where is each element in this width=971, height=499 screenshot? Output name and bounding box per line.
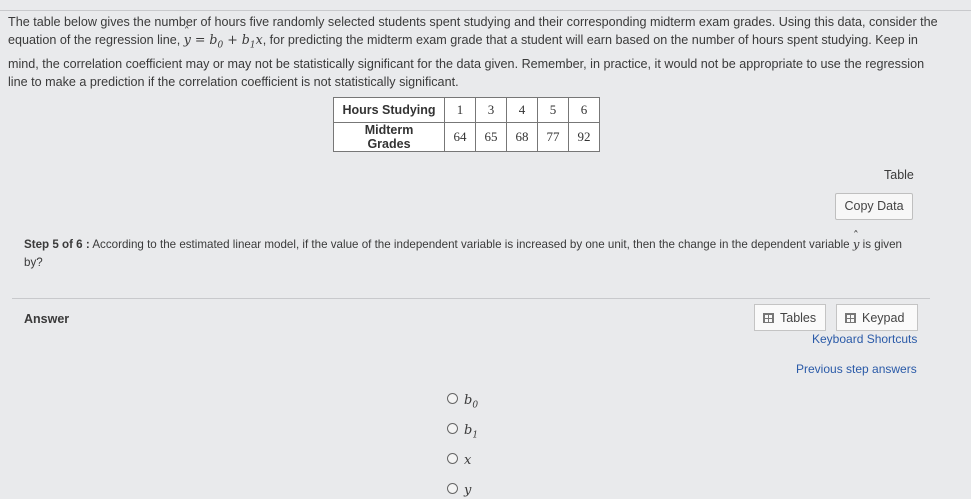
- choice-label: $b_0$: [464, 393, 479, 411]
- row-header-grades: Midterm Grades: [334, 123, 445, 152]
- table-label: Table: [884, 168, 914, 182]
- radio-button[interactable]: [447, 423, 458, 434]
- radio-button[interactable]: [447, 453, 458, 464]
- table-cell: 92: [569, 123, 600, 152]
- tables-button[interactable]: [754, 304, 826, 331]
- regression-equation: ˆ $y = b_0 + b_1x$: [184, 32, 263, 47]
- table-cell: 6: [569, 98, 600, 123]
- keypad-button-label: Keypad: [862, 311, 905, 325]
- row-header-hours: Hours Studying: [334, 98, 445, 123]
- step-question: [24, 235, 914, 272]
- step-prefix: Step 5 of 6 :: [24, 238, 90, 251]
- data-table: [333, 97, 600, 152]
- table-icon: [763, 313, 774, 323]
- step-text: According to the estimated linear model, if the value of the independent variable is increased by one unit, then the change in the dependent variable: [92, 238, 850, 251]
- choice-b0[interactable]: [447, 392, 478, 411]
- tables-button-label: Tables: [780, 311, 817, 325]
- choice-y[interactable]: [447, 482, 471, 498]
- table-cell: 64: [445, 123, 476, 152]
- table-row: [334, 98, 600, 123]
- radio-button[interactable]: [447, 483, 458, 494]
- intro-text-part2: , for predicting the midterm exam grade that a student will earn based on the number of hours spent studying. Keep in mind, the correlation coefficient may or may not be statistically significant for the data given. Remember, in practice, it would not be appropriate to use the regression line to make a prediction if the correlation coefficient is not statistically significant.: [8, 33, 925, 89]
- choice-b1[interactable]: [447, 422, 478, 441]
- answer-label: Answer: [24, 312, 70, 326]
- table-cell: 68: [507, 123, 538, 152]
- table-row: [334, 123, 600, 152]
- keypad-icon: [845, 313, 856, 323]
- intro-text-part1: The table below gives the number of hours five randomly selected students spent studying and their corresponding midterm exam grades. Using this data, consider the equation of the regression line,: [8, 15, 938, 47]
- keyboard-shortcuts-link[interactable]: Keyboard Shortcuts: [812, 332, 918, 346]
- choice-label: y: [464, 483, 472, 498]
- copy-data-button[interactable]: Copy Data: [835, 193, 913, 220]
- choice-x[interactable]: [447, 452, 471, 468]
- radio-button[interactable]: [447, 393, 458, 404]
- table-cell: 65: [476, 123, 507, 152]
- table-cell: 5: [538, 98, 569, 123]
- section-divider: [12, 298, 930, 299]
- previous-step-answers-link[interactable]: Previous step answers: [796, 362, 917, 376]
- table-cell: 4: [507, 98, 538, 123]
- dependent-variable: ˆ y: [853, 237, 860, 251]
- problem-intro: [8, 13, 938, 91]
- table-cell: 77: [538, 123, 569, 152]
- choice-label: $b_1$: [464, 423, 479, 441]
- step-suffix: is given by?: [24, 238, 902, 269]
- keypad-button[interactable]: [836, 304, 918, 331]
- table-cell: 3: [476, 98, 507, 123]
- choice-label: x: [464, 453, 472, 468]
- top-divider: [0, 10, 971, 11]
- table-cell: 1: [445, 98, 476, 123]
